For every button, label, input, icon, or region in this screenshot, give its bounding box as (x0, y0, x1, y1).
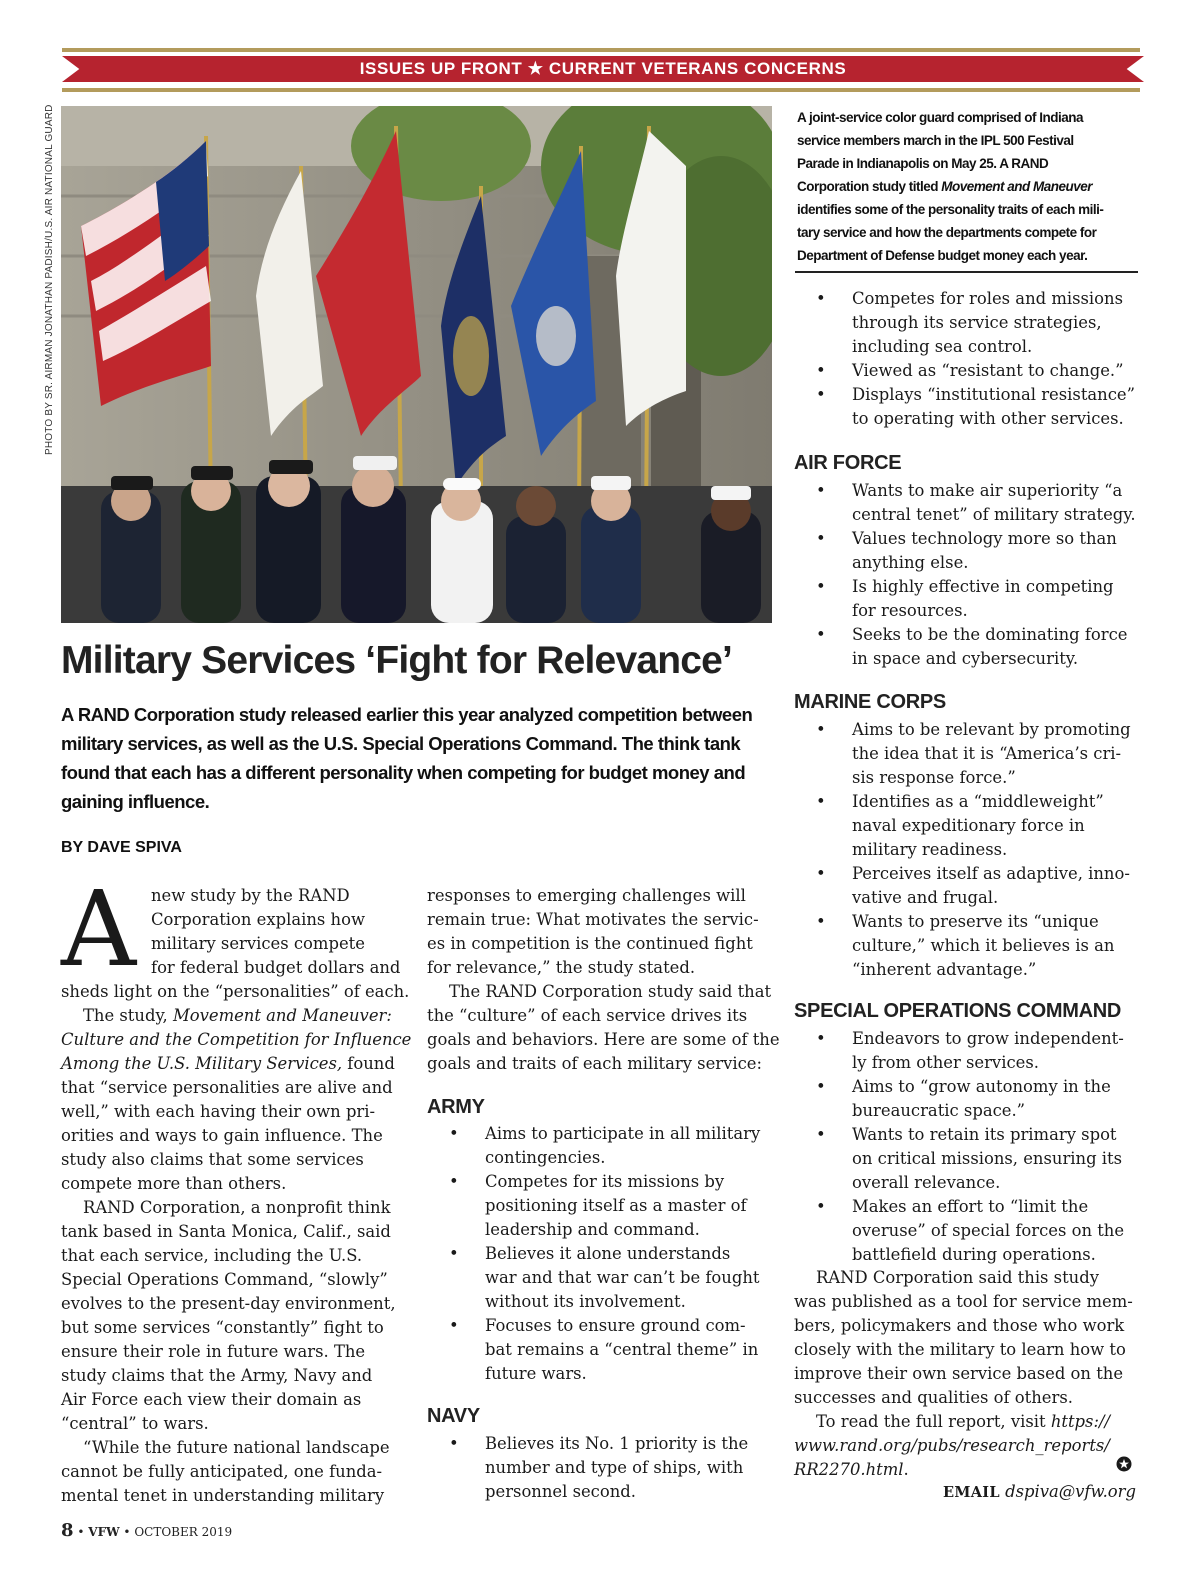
list-item (794, 359, 1144, 383)
color-guard-photo (61, 106, 772, 623)
body-line: military services compete (151, 934, 365, 953)
list-item (794, 479, 1144, 527)
banner-bottom-rule (62, 88, 1140, 92)
caption-line: Parade in Indianapolis on May 25. A RAND (797, 156, 1049, 171)
body-line: Special Operations Command, “slowly” (61, 1270, 388, 1289)
footer-separator: • (123, 1525, 131, 1539)
study-title: Among the U.S. Military Services, (61, 1054, 343, 1073)
list-line: • Aims to participate in all military (485, 1124, 761, 1143)
list-item (794, 718, 1144, 790)
list-line: culture,” which it believes is an (852, 936, 1115, 955)
list-item (794, 287, 1144, 359)
list-line: • Wants to retain its primary spot (852, 1125, 1117, 1144)
body-line: Air Force each view their domain as (61, 1390, 362, 1409)
list-item (427, 1242, 777, 1314)
list-line: on critical missions, ensuring its (852, 1149, 1123, 1168)
body-line (794, 1434, 1144, 1458)
body-line: but some services “constantly” fight to (61, 1318, 384, 1337)
list-line: • Displays “institutional resistance” (852, 385, 1135, 404)
body-line: tank based in Santa Monica, Calif., said (61, 1222, 391, 1241)
list-line: bureaucratic space.” (852, 1101, 1026, 1120)
body-line: cannot be fully anticipated, one funda- (61, 1462, 383, 1481)
list-item (427, 1432, 777, 1504)
body-line: that “service personalities are alive and (61, 1078, 393, 1097)
email-label: EMAIL (943, 1484, 1000, 1501)
article-byline: BY DAVE SPIVA (61, 839, 182, 856)
section-heading-air-force: AIR FORCE (794, 452, 902, 474)
list-item (427, 1314, 777, 1386)
list-line: naval expeditionary force in (852, 816, 1085, 835)
list-line: central tenet” of military strategy. (852, 505, 1136, 524)
list-line: military readiness. (852, 840, 1008, 859)
list-item (794, 383, 1144, 431)
body-text: The study, (83, 1006, 173, 1025)
body-line: RAND Corporation said this study (816, 1268, 1099, 1287)
email-address[interactable]: dspiva@vfw.org (1005, 1482, 1136, 1501)
body-line (61, 1052, 406, 1076)
list-line: • Aims to “grow autonomy in the (852, 1077, 1111, 1096)
list-line: for resources. (852, 601, 968, 620)
list-line: • Seeks to be the dominating force (852, 625, 1128, 644)
caption-study-title: Movement and Maneuver (941, 179, 1093, 194)
list-line: • Perceives itself as adaptive, inno- (852, 864, 1130, 883)
body-line: that each service, including the U.S. (61, 1246, 363, 1265)
list-line: the idea that it is “America’s cri- (852, 744, 1122, 763)
body-text: found (342, 1054, 395, 1073)
list-line: leadership and command. (485, 1220, 700, 1239)
photo-caption (797, 106, 1142, 267)
body-line: ensure their role in future wars. The (61, 1342, 366, 1361)
list-line: bat remains a “central theme” in (485, 1340, 759, 1359)
list-line: anything else. (852, 553, 969, 572)
body-line: Corporation explains how (151, 910, 365, 929)
list-line: through its service strategies, (852, 313, 1102, 332)
body-line: “While the future national landscape (83, 1438, 390, 1457)
footer-separator: • (77, 1525, 85, 1539)
article-deck: A RAND Corporation study released earlier this year analyzed competition between military services, as well as the U.S. Special Operations Command. The think tank found that each has a different personality when competing for budget money and gaining influence. (61, 704, 753, 812)
list-line: • Competes for roles and missions (852, 289, 1124, 308)
body-line: bers, policymakers and those who work (794, 1316, 1125, 1335)
caption-text: Corporation study titled (797, 179, 942, 194)
list-line: • Values technology more so than (852, 529, 1117, 548)
list-item (794, 1123, 1144, 1195)
body-line: improve their own service based on the (794, 1364, 1124, 1383)
list-line: ly from other services. (852, 1053, 1039, 1072)
body-line: for federal budget dollars and (151, 958, 401, 977)
list-line: “inherent advantage.” (852, 960, 1037, 979)
list-line: number and type of ships, with (485, 1458, 744, 1477)
drop-cap: A (61, 868, 137, 990)
list-line: overuse” of special forces on the (852, 1221, 1125, 1240)
body-line: evolves to the present-day environment, (61, 1294, 396, 1313)
page-footer (61, 1520, 232, 1541)
section-heading-army: ARMY (427, 1096, 485, 1118)
list-line: battlefield during operations. (852, 1245, 1096, 1264)
list-line: • Is highly effective in competing (852, 577, 1114, 596)
study-title: Movement and Maneuver: (172, 1006, 392, 1025)
caption-line: Department of Defense budget money each year. (797, 248, 1088, 263)
list-line: positioning itself as a master of (485, 1196, 747, 1215)
body-line: new study by the RAND (151, 886, 350, 905)
list-line: • Believes it alone understands (485, 1244, 731, 1263)
banner-text: ISSUES UP FRONT ★ CURRENT VETERANS CONCERNS (359, 59, 847, 78)
caption-line: identifies some of the personality traits of each mili- (797, 202, 1104, 217)
body-column-2 (427, 884, 780, 1076)
list-line: to operating with other services. (852, 409, 1124, 428)
body-line: for relevance,” the study stated. (427, 958, 696, 977)
list-line: • Wants to make air superiority “a (852, 481, 1123, 500)
list-line: • Aims to be relevant by promoting (852, 720, 1131, 739)
body-line: sheds light on the “personalities” of each. (61, 982, 410, 1001)
list-line: sis response force.” (852, 768, 1016, 787)
body-line (61, 1004, 406, 1028)
author-email (900, 1482, 1136, 1501)
study-title: Culture and the Competition for Influence (61, 1030, 412, 1049)
list-item (794, 1075, 1144, 1123)
list-line: • Makes an effort to “limit the (852, 1197, 1089, 1216)
army-traits-list (427, 1122, 777, 1386)
body-line: compete more than others. (61, 1174, 287, 1193)
navy-traits-list-continued (794, 287, 1144, 431)
list-item (794, 862, 1144, 910)
list-line: • Endeavors to grow independent- (852, 1029, 1124, 1048)
list-item (794, 527, 1144, 575)
special-operations-traits-list (794, 1027, 1144, 1267)
list-line: • Competes for its missions by (485, 1172, 725, 1191)
list-line: vative and frugal. (852, 888, 999, 907)
report-link[interactable]: www.rand.org/pubs/research_reports/ (794, 1436, 1110, 1455)
list-line: including sea control. (852, 337, 1033, 356)
list-line: • Believes its No. 1 priority is the (485, 1434, 749, 1453)
body-line: mental tenet in understanding military (61, 1486, 385, 1505)
list-item (794, 1027, 1144, 1075)
list-line: overall relevance. (852, 1173, 1001, 1192)
body-line: goals and behaviors. Here are some of the (427, 1030, 780, 1049)
body-line (794, 1458, 1144, 1482)
list-line: • Wants to preserve its “unique (852, 912, 1099, 931)
report-link[interactable]: RR2270.html (794, 1460, 904, 1479)
caption-line: tary service and how the departments compete for (797, 225, 1097, 240)
list-item (794, 790, 1144, 862)
caption-divider (795, 271, 1138, 273)
body-line: goals and traits of each military service: (427, 1054, 763, 1073)
body-line: remain true: What motivates the servic- (427, 910, 759, 929)
body-line: successes and qualities of others. (794, 1388, 1073, 1407)
body-line: closely with the military to learn how to (794, 1340, 1126, 1359)
air-force-traits-list (794, 479, 1144, 671)
navy-traits-list (427, 1432, 777, 1504)
list-item (794, 910, 1144, 982)
body-line: responses to emerging challenges will (427, 886, 746, 905)
body-line: es in competition is the continued fight (427, 934, 753, 953)
body-text: To read the full report, visit (816, 1412, 1051, 1431)
list-line: • Viewed as “resistant to change.” (852, 361, 1124, 380)
list-line: war and that war can’t be fought (485, 1268, 760, 1287)
list-line: personnel second. (485, 1482, 636, 1501)
page-number: 8 (61, 1520, 74, 1541)
list-item (427, 1170, 777, 1242)
body-line (794, 1410, 1144, 1434)
list-item (794, 623, 1144, 671)
photo-credit: PHOTO BY SR. AIRMAN JONATHAN PADISH/U.S. AIR NATIONAL GUARD (44, 104, 55, 455)
list-line: • Focuses to ensure ground com- (485, 1316, 746, 1335)
list-line: without its involvement. (485, 1292, 686, 1311)
closing-paragraphs (794, 1266, 1144, 1482)
list-item (794, 1195, 1144, 1267)
body-line: study also claims that some services (61, 1150, 364, 1169)
list-line: • Identifies as a “middleweight” (852, 792, 1104, 811)
list-item (427, 1122, 777, 1170)
list-line: contingencies. (485, 1148, 606, 1167)
body-line: well,” with each having their own pri- (61, 1102, 376, 1121)
caption-line: A joint-service color guard comprised of Indiana (797, 110, 1084, 125)
section-heading-navy: NAVY (427, 1405, 480, 1427)
body-line (61, 1028, 412, 1052)
body-line: RAND Corporation, a nonprofit think (83, 1198, 391, 1217)
list-line: future wars. (485, 1364, 587, 1383)
body-text: . (903, 1460, 909, 1479)
body-line: the “culture” of each service drives its (427, 1006, 748, 1025)
body-line: The RAND Corporation study said that (449, 982, 772, 1001)
section-heading-special-operations: SPECIAL OPERATIONS COMMAND (794, 1000, 1122, 1022)
list-item (794, 575, 1144, 623)
body-line: was published as a tool for service mem- (794, 1292, 1133, 1311)
caption-line (797, 175, 1142, 198)
caption-line: service members march in the IPL 500 Festival (797, 133, 1074, 148)
section-heading-marine-corps: MARINE CORPS (794, 691, 946, 713)
star-end-mark-icon (1116, 1456, 1132, 1472)
report-link[interactable]: https:// (1050, 1412, 1111, 1431)
banner-top-rule (62, 48, 1140, 52)
list-line: in space and cybersecurity. (852, 649, 1079, 668)
article-headline: Military Services ‘Fight for Relevance’ (61, 639, 733, 682)
body-line: study claims that the Army, Navy and (61, 1366, 373, 1385)
marine-corps-traits-list (794, 718, 1144, 982)
body-line: orities and ways to gain influence. The (61, 1126, 383, 1145)
body-line: “central” to wars. (61, 1414, 209, 1433)
section-banner (62, 44, 1144, 96)
body-column-1 (61, 868, 412, 1508)
magazine-name: VFW (88, 1525, 120, 1539)
issue-date: OCTOBER 2019 (134, 1525, 233, 1539)
